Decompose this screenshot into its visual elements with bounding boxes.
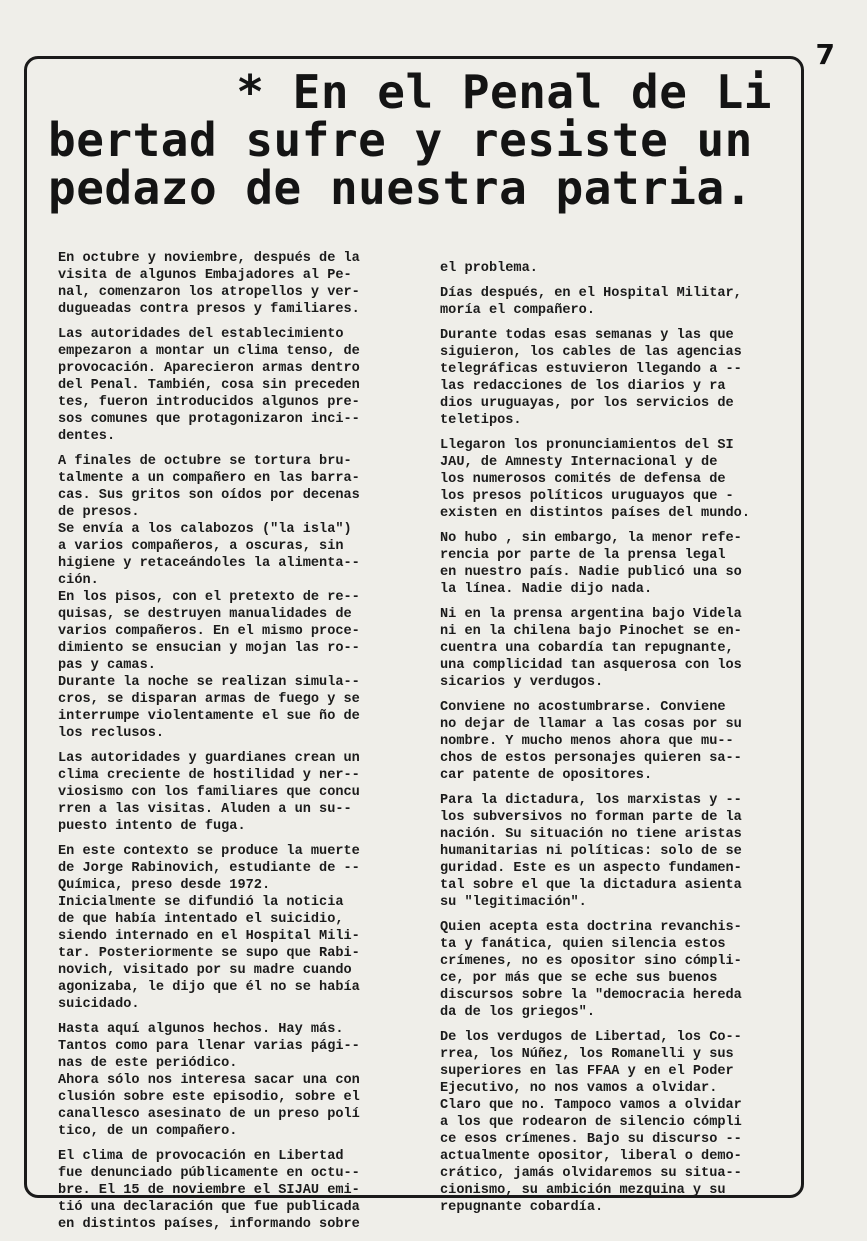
text-line: Para la dictadura, los marxistas y -- [440,793,742,808]
text-line: Inicialmente se difundió la noticia [58,895,344,910]
text-line: Quien acepta esta doctrina revanchis- [440,920,742,935]
text-line: viosismo con los familiares que concu [58,785,360,800]
headline-line-1: * En el Penal de Li [236,65,772,119]
paragraph [440,919,802,1021]
text-line: del Penal. También, cosa sin preceden [58,378,360,393]
text-line: las redacciones de los diarios y ra [440,379,726,394]
text-line: Tantos como para llenar varias pági-- [58,1039,360,1054]
text-line: su "legitimación". [440,895,587,910]
text-line: novich, visitado por su madre cuando [58,963,352,978]
paragraph [58,1021,420,1072]
paragraph [440,260,802,277]
text-line: telegráficas estuvieron llegando a -- [440,362,742,377]
text-line: nombre. Y mucho menos ahora que mu-- [440,734,734,749]
text-line: nación. Su situación no tiene aristas [440,827,742,842]
text-line: sicarios y verdugos. [440,675,604,690]
text-line: ce esos crímenes. Bajo su discurso -- [440,1132,742,1147]
text-line: El clima de provocación en Libertad [58,1149,344,1164]
right-column [440,260,802,1224]
paragraph [58,589,420,674]
text-line: En los pisos, con el pretexto de re-- [58,590,360,605]
text-line: chos de estos personajes quieren sa-- [440,751,742,766]
paragraph [440,1097,802,1216]
text-line: dimiento se ensucian y mojan las ro-- [58,641,360,656]
text-line: Ejecutivo, no nos vamos a olvidar. [440,1081,718,1096]
text-line: bre. El 15 de noviembre el SIJAU emi- [58,1183,360,1198]
text-line: Durante la noche se realizan simula-- [58,675,360,690]
text-line: los reclusos. [58,726,165,741]
paragraph [440,437,802,522]
paragraph [58,250,420,318]
text-line: nal, comenzaron los atropellos y ver- [58,285,360,300]
paragraph [440,792,802,911]
paragraph [58,1148,420,1233]
text-line: car patente de opositores. [440,768,653,783]
text-line: interrumpe violentamente el sue ño de [58,709,360,724]
text-line: discursos sobre la "democracia hereda [440,988,742,1003]
text-line: rren a las visitas. Aluden a un su-- [58,802,352,817]
text-line: dentes. [58,429,116,444]
text-line: canallesco asesinato de un preso polí [58,1107,360,1122]
text-line: superiores en las FFAA y en el Poder [440,1064,734,1079]
text-line: crático, jamás olvidaremos su situa-- [440,1166,742,1181]
text-line: En octubre y noviembre, después de la [58,251,360,266]
paragraph [440,699,802,784]
text-line: moría el compañero. [440,303,595,318]
text-line: rencia por parte de la prensa legal [440,548,726,563]
text-line: cas. Sus gritos son oídos por decenas [58,488,360,503]
text-line: Las autoridades del establecimiento [58,327,344,342]
text-line: da de los griegos". [440,1005,595,1020]
paragraph [58,453,420,521]
text-line: repugnante cobardía. [440,1200,604,1215]
paragraph [440,1029,802,1097]
text-line: sos comunes que protagonizaron inci-- [58,412,360,427]
text-line: ta y fanática, quien silencia estos [440,937,726,952]
text-line: tes, fueron introducidos algunos pre- [58,395,360,410]
text-line: Hasta aquí algunos hechos. Hay más. [58,1022,344,1037]
text-line: En este contexto se produce la muerte [58,844,360,859]
text-line: Llegaron los pronunciamientos del SI [440,438,734,453]
text-line: los presos políticos uruguayos que - [440,489,734,504]
text-line: la línea. Nadie dijo nada. [440,582,653,597]
paragraph [58,521,420,589]
text-line: guridad. Este es un aspecto fundamen- [440,861,742,876]
text-line: a los que rodearon de silencio cómpli [440,1115,742,1130]
text-line: teletipos. [440,413,522,428]
text-line: dios uruguayas, por los servicios de [440,396,734,411]
headline-line-3: pedazo de nuestra patria. [48,161,753,215]
text-line: humanitarias ni políticas: solo de se [440,844,742,859]
text-line: de presos. [58,505,140,520]
text-line: nas de este periódico. [58,1056,238,1071]
text-line: puesto intento de fuga. [58,819,246,834]
text-line: Ahora sólo nos interesa sacar una con [58,1073,360,1088]
paragraph [440,327,802,429]
text-line: No hubo , sin embargo, la menor refe- [440,531,742,546]
text-line: siendo internado en el Hospital Mili- [58,929,360,944]
text-line: Conviene no acostumbrarse. Conviene [440,700,726,715]
text-line: Se envía a los calabozos ("la isla") [58,522,352,537]
text-line: clima creciente de hostilidad y ner-- [58,768,360,783]
text-line: empezaron a montar un clima tenso, de [58,344,360,359]
text-line: de Jorge Rabinovich, estudiante de -- [58,861,360,876]
text-line: agonizaba, le dijo que él no se había [58,980,360,995]
text-line: provocación. Aparecieron armas dentro [58,361,360,376]
text-line: Ni en la prensa argentina bajo Videla [440,607,742,622]
page-number: 7 [815,38,835,71]
headline-line-2: bertad sufre y resiste un [48,113,753,167]
text-line: tal sobre el que la dictadura asienta [440,878,742,893]
text-line: no dejar de llamar a las cosas por su [440,717,742,732]
paragraph [58,1072,420,1140]
text-line: Claro que no. Tampoco vamos a olvidar [440,1098,742,1113]
text-line: Las autoridades y guardianes crean un [58,751,360,766]
text-line: de que había intentado el suicidio, [58,912,344,927]
text-line: cros, se disparan armas de fuego y se [58,692,360,707]
paragraph [58,843,420,894]
text-line: De los verdugos de Libertad, los Co-- [440,1030,742,1045]
left-column [58,250,420,1241]
text-line: los numerosos comités de defensa de [440,472,726,487]
text-line: una complicidad tan asquerosa con los [440,658,742,673]
text-line: Durante todas esas semanas y las que [440,328,734,343]
paragraph [58,894,420,1013]
text-line: A finales de octubre se tortura bru- [58,454,352,469]
text-line: quisas, se destruyen manualidades de [58,607,352,622]
text-line: dugueadas contra presos y familiares. [58,302,360,317]
text-line: en nuestro país. Nadie publicó una so [440,565,742,580]
text-line: cionismo, su ambición mezquina y su [440,1183,726,1198]
paragraph [440,606,802,691]
text-line: talmente a un compañero en las barra- [58,471,360,486]
text-line: higiene y retaceándoles la alimenta-- [58,556,360,571]
text-line: JAU, de Amnesty Internacional y de [440,455,718,470]
paragraph [58,674,420,742]
text-line: los subversivos no forman parte de la [440,810,742,825]
text-line: tió una declaración que fue publicada [58,1200,360,1215]
text-line: varios compañeros. En el mismo proce- [58,624,360,639]
text-line: crímenes, no es opositor sino cómpli- [440,954,742,969]
text-line: en distintos países, informando sobre [58,1217,360,1232]
text-line: tico, de un compañero. [58,1124,238,1139]
paragraph [58,326,420,445]
text-line: actualmente opositor, liberal o demo- [440,1149,742,1164]
text-line: Química, preso desde 1972. [58,878,271,893]
text-line: visita de algunos Embajadores al Pe- [58,268,352,283]
text-line: clusión sobre este episodio, sobre el [58,1090,360,1105]
text-line: tar. Posteriormente se supo que Rabi- [58,946,360,961]
text-line: ce, por más que se eche sus buenos [440,971,718,986]
text-line: ni en la chilena bajo Pinochet se en- [440,624,742,639]
text-line: fue denunciado públicamente en octu-- [58,1166,360,1181]
article-headline [48,65,788,215]
text-line: suicidado. [58,997,140,1012]
text-line: Días después, en el Hospital Militar, [440,286,742,301]
paragraph [440,285,802,319]
text-line: pas y camas. [58,658,156,673]
text-line: siguieron, los cables de las agencias [440,345,742,360]
text-line: a varios compañeros, a oscuras, sin [58,539,344,554]
paragraph [58,750,420,835]
text-line: ción. [58,573,99,588]
text-line: el problema. [440,261,538,276]
text-line: rrea, los Núñez, los Romanelli y sus [440,1047,734,1062]
text-line: existen en distintos países del mundo. [440,506,750,521]
text-line: cuentra una cobardía tan repugnante, [440,641,734,656]
paragraph [440,530,802,598]
